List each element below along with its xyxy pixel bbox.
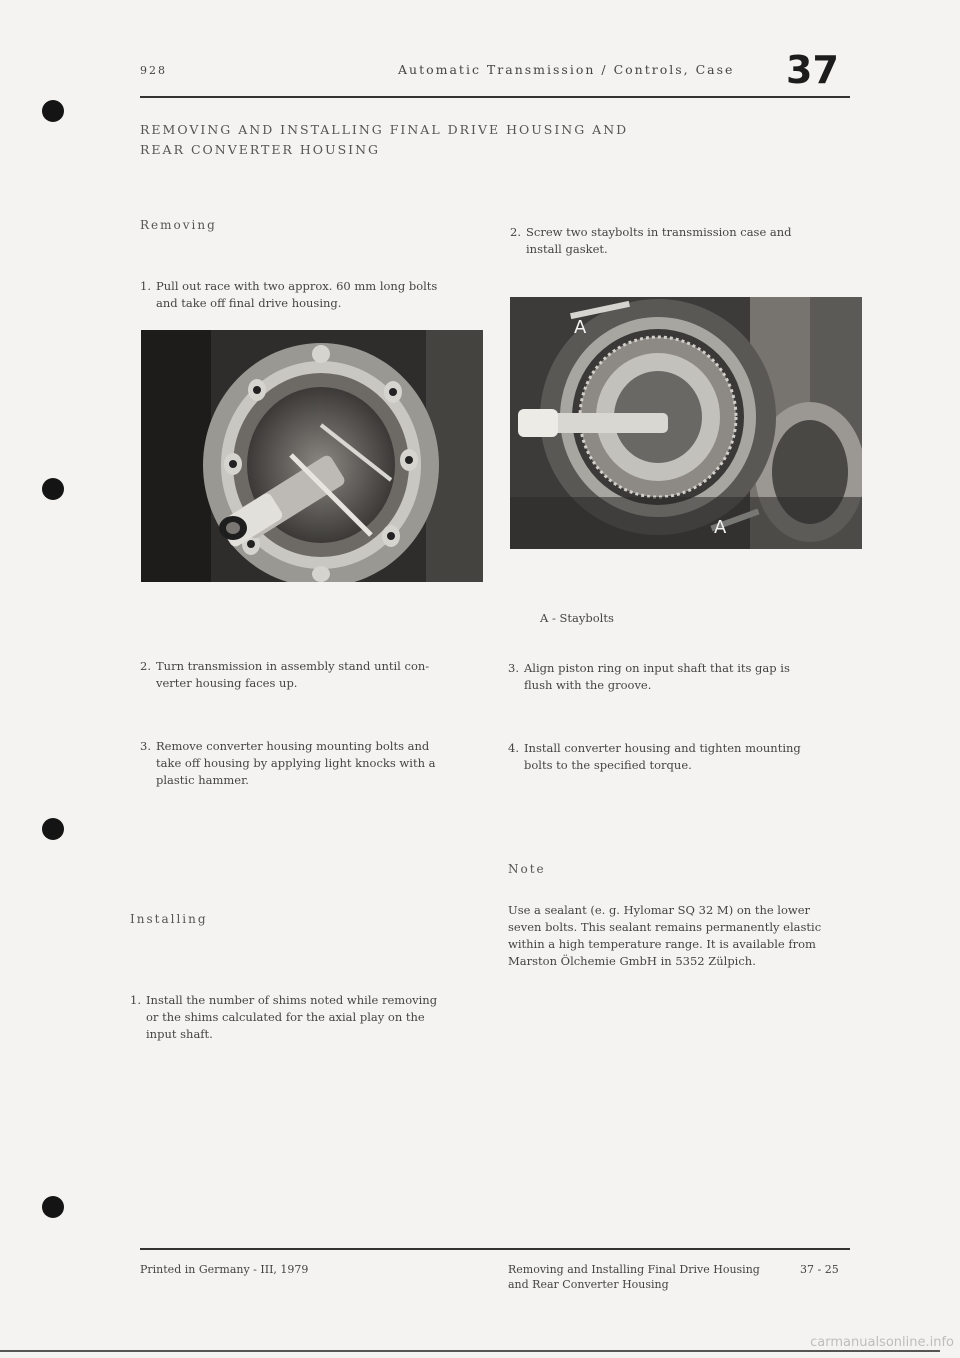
step-number: 1. [140,279,151,293]
note-text [508,902,863,970]
note-line: seven bolts. This sealant remains permanently elastic [508,920,822,934]
printed-info: Printed in Germany - III, 1979 [140,1263,309,1276]
section-number: 37 [786,48,839,92]
step-text: bolts to the specified torque. [524,758,692,772]
step-text: Remove converter housing mounting bolts and [156,739,430,753]
callout-a-lower: A [714,517,727,538]
callout-a-upper: A [574,317,587,338]
step-text: Align piston ring on input shaft that its gap is [524,661,790,675]
page-title-line: REMOVING AND INSTALLING FINAL DRIVE HOUSING AND [140,122,629,137]
note-line: Use a sealant (e. g. Hylomar SQ 32 M) on the lower [508,903,811,917]
step-number: 2. [140,659,151,673]
removing-heading: Removing [140,218,217,232]
installing-step-1 [130,992,490,1043]
removing-step-3 [140,738,490,789]
step-text: install gasket. [526,242,608,256]
page-title-line: REAR CONVERTER HOUSING [140,142,380,157]
photo-final-drive-housing [141,330,483,582]
footer-reference-line: Removing and Installing Final Drive Housing [508,1263,760,1276]
step-text: flush with the groove. [524,678,652,692]
step-text: take off housing by applying light knocks with a [156,756,436,770]
step-number: 3. [140,739,151,753]
removing-step-1 [140,278,490,312]
step-text: verter housing faces up. [156,676,298,690]
installing-step-2 [510,224,860,258]
binder-hole [42,100,64,122]
watermark: carmanualsonline.info [810,1335,954,1350]
page-number: 37 - 25 [800,1263,839,1276]
photo-staybolts [510,297,862,549]
step-text: or the shims calculated for the axial play on the [146,1010,425,1024]
installing-heading: Installing [130,912,208,926]
bottom-edge-line [0,1350,940,1352]
footer-reference-line: and Rear Converter Housing [508,1278,669,1291]
model-number: 928 [140,64,167,77]
step-text: input shaft. [146,1027,213,1041]
page-title [140,120,628,160]
staybolts-illustration [510,297,862,549]
footer-reference [508,1262,760,1292]
step-number: 2. [510,225,521,239]
header-rule [140,96,850,98]
note-line: Marston Ölchemie GmbH in 5352 Zülpich. [508,954,756,968]
binder-hole [42,818,64,840]
photo-caption: A - Staybolts [540,611,614,625]
footer-rule [140,1248,850,1250]
step-number: 4. [508,741,519,755]
step-text: Install the number of shims noted while removing [146,993,438,1007]
binder-hole [42,1196,64,1218]
section-title: Automatic Transmission / Controls, Case [398,62,735,77]
step-number: 3. [508,661,519,675]
step-number: 1. [130,993,141,1007]
note-line: within a high temperature range. It is available from [508,937,816,951]
step-text: Turn transmission in assembly stand until con- [156,659,430,673]
step-text: Install converter housing and tighten mounting [524,741,801,755]
binder-hole [42,478,64,500]
removing-step-2 [140,658,490,692]
step-text: Pull out race with two approx. 60 mm long bolts [156,279,438,293]
final-drive-housing-illustration [141,330,483,582]
installing-step-4 [508,740,858,774]
installing-step-3 [508,660,858,694]
step-text: Screw two staybolts in transmission case and [526,225,792,239]
step-text: and take off final drive housing. [156,296,342,310]
step-text: plastic hammer. [156,773,249,787]
note-heading: Note [508,862,546,876]
